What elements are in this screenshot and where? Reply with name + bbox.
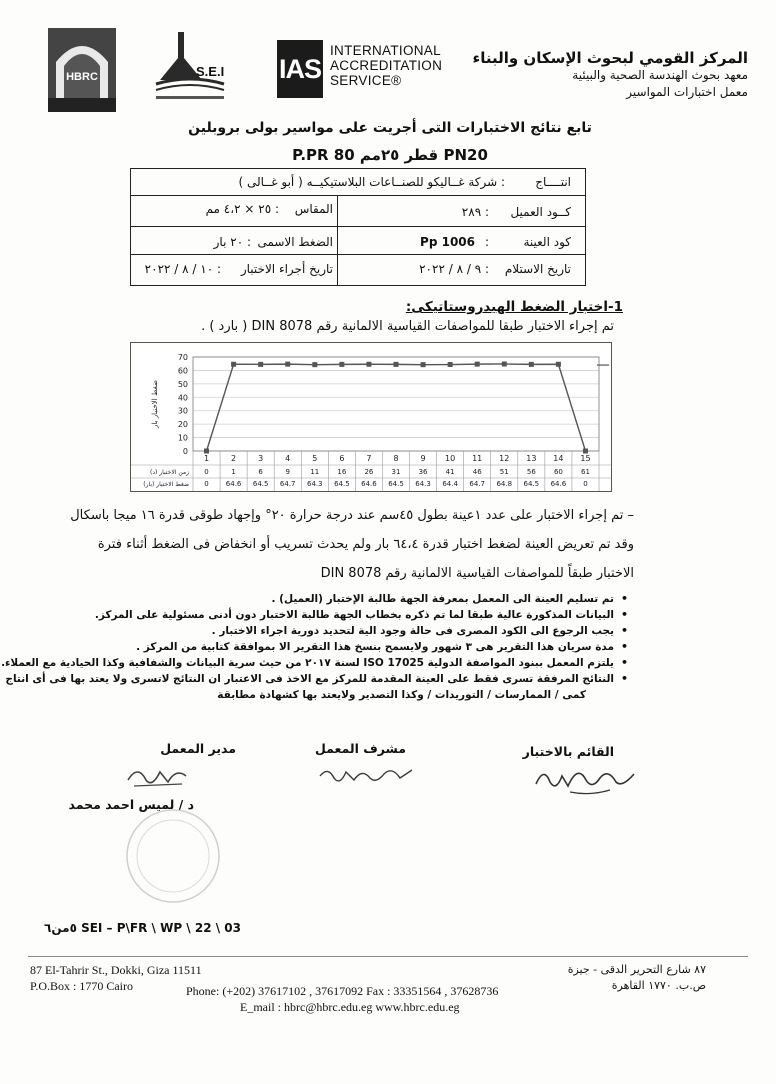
x-tick-label: 14 xyxy=(553,454,564,463)
pressure-label: الضغط الاسمى xyxy=(257,235,333,249)
plot-area xyxy=(193,357,599,451)
note-item: • مدة سريان هذا التقرير هى ٣ شهور ولايسمح بنسخ هذا التقرير الا بموافقة كتابية من المركز . xyxy=(66,639,626,655)
client-code-label: كــود العميل xyxy=(510,205,571,219)
note-item: • النتائج المرفقة تسرى فقط على العينة المقدمة للمركز مع الاخذ فى الاعتبار ان النتائج لاتسرى ولا يعتد بها فى أى انتاج xyxy=(66,671,626,687)
manager-name: د / لميس احمد محمد xyxy=(68,797,194,812)
footer-address xyxy=(30,962,202,994)
address-ar-pobox: ص.ب. ١٧٧٠ القاهرة xyxy=(611,979,706,992)
table-cell: 41 xyxy=(445,468,455,476)
sei-logo-text: S.E.I xyxy=(196,64,225,79)
table-cell: 64.7 xyxy=(469,480,485,488)
y-axis-label: ضغط الاختبار بار xyxy=(151,380,159,428)
table-cell: 64.6 xyxy=(361,480,377,488)
ias-line-2: ACCREDITATION xyxy=(330,58,443,73)
data-point xyxy=(475,362,480,367)
x-tick-label: 5 xyxy=(312,454,318,463)
x-tick-label: 1 xyxy=(203,454,210,463)
ias-logo-text xyxy=(330,43,442,88)
table-cell: 64.6 xyxy=(550,480,567,488)
table-cell: 31 xyxy=(391,468,401,476)
official-stamp xyxy=(118,806,228,910)
data-point xyxy=(285,362,290,367)
data-point xyxy=(366,362,371,367)
footer-email: E_mail : hbrc@hbrc.edu.eg www.hbrc.edu.eg xyxy=(240,1000,460,1014)
table-cell: 64.5 xyxy=(252,480,269,488)
table-cell: 64.5 xyxy=(334,480,350,488)
table-cell: 64.5 xyxy=(523,480,540,488)
table-cell: 16 xyxy=(337,468,347,476)
x-tick-label: 11 xyxy=(472,454,483,463)
table-cell: 51 xyxy=(499,468,509,476)
product-label: انتــــاج xyxy=(535,175,571,189)
table-cell: 61 xyxy=(581,468,590,476)
table-cell: 64.8 xyxy=(496,480,513,488)
footer-phone: Phone: (+202) 37617102 , 37617092 Fax : 33351564 , 37628736 xyxy=(186,984,499,998)
note-item-continuation: كمى / الممارسات / التوريدات / وكذا التصدير ولايعتد بها كشهادة مطابقة xyxy=(217,689,586,701)
address-pobox: P.O.Box : 1770 Cairo xyxy=(30,979,134,993)
x-tick-label: 9 xyxy=(420,454,426,463)
note-item: • تم تسليم العينة الى المعمل بمعرفة الجهة طالبة الإختبار (العميل) . xyxy=(66,591,626,607)
data-point xyxy=(258,362,263,367)
table-cell: 60 xyxy=(553,468,563,476)
y-tick-label: 70 xyxy=(177,353,188,362)
table-cell: 64.6 xyxy=(225,480,242,488)
table-cell: 64.7 xyxy=(279,480,296,488)
section-standard: تم إجراء الاختبار طبقا للمواصفات القياسية الالمانية رقم DIN 8078 ( بارد ) . xyxy=(201,319,614,334)
x-tick-label: 15 xyxy=(580,454,591,463)
data-point xyxy=(339,362,344,367)
ias-line-3: SERVICE® xyxy=(330,73,402,88)
table-cell: 64.3 xyxy=(307,480,323,488)
size-label: المقاس xyxy=(294,202,333,216)
y-tick-label: 50 xyxy=(177,379,188,389)
data-point xyxy=(583,449,588,454)
data-point xyxy=(312,362,317,367)
report-title: تابع نتائج الاختبارات التى أجريت على مواسير بولى بروبلين xyxy=(188,120,592,136)
client-code-value: : ٢٨٩ xyxy=(461,205,489,219)
notes-list xyxy=(1,591,626,703)
sei-logo xyxy=(150,30,230,108)
footer-divider xyxy=(28,956,748,957)
table-cell: 56 xyxy=(526,468,536,476)
data-point xyxy=(394,362,399,367)
test-date-label: تاريخ أجراء الاختبار xyxy=(240,262,333,276)
data-point xyxy=(448,362,453,367)
table-cell: 9 xyxy=(285,468,290,476)
hbrc-logo xyxy=(48,28,116,112)
receipt-date-value: : ٩ / ٨ / ٢٠٢٢ xyxy=(419,262,489,276)
y-tick-label: 30 xyxy=(177,406,188,416)
x-tick-label: 3 xyxy=(258,454,264,463)
page-number: ٥من٦ xyxy=(44,921,77,935)
table-row-label: ضغط الاختبار (بار) xyxy=(143,481,189,488)
x-tick-label: 12 xyxy=(499,454,510,463)
data-point xyxy=(502,361,507,366)
pressure-chart xyxy=(130,342,612,492)
sample-code-value: Pp 1006 xyxy=(420,235,475,249)
y-tick-label: 60 xyxy=(177,366,188,376)
receipt-date-label: تاريخ الاستلام xyxy=(504,262,571,276)
ias-line-1: INTERNATIONAL xyxy=(330,43,441,58)
body-paragraph-1: – تم إجراء الاختبار على عدد ١عينة بطول ٤٥سم عند درجة حرارة ٢٠° وإجهاد طوقى قدرة ١٦ ميجا باسكال xyxy=(70,508,634,523)
sample-code-label: كود العينة xyxy=(523,235,571,249)
tester-title: القائم بالاختبار xyxy=(522,744,614,759)
x-tick-label: 13 xyxy=(526,454,537,463)
supervisor-title: مشرف المعمل xyxy=(314,741,406,756)
table-cell: 0 xyxy=(583,480,588,488)
address-street: 87 El-Tahrir St., Dokki, Giza 11511 xyxy=(30,963,202,977)
table-cell: 11 xyxy=(310,468,320,476)
note-item: • البيانات المذكورة عالية طبقا لما تم ذكره بخطاب الجهة طالبة الاختبار دون أدنى مسئولية على المركز. xyxy=(66,607,626,623)
data-point xyxy=(421,362,426,367)
lab-name: معمل اختبارات المواسير xyxy=(626,85,748,99)
data-point xyxy=(556,362,561,367)
x-tick-label: 2 xyxy=(231,454,237,463)
hbrc-logo-text: HBRC xyxy=(66,71,98,83)
data-point xyxy=(204,449,209,454)
manager-title: مدير المعمل xyxy=(160,741,236,756)
note-item: • يلتزم المعمل ببنود المواصفة الدولية ISO 17025 لسنة ٢٠١٧ من حيث سرية البيانات والشفافية وكذا الحيادية مع العملاء. xyxy=(66,655,626,671)
manager-signature xyxy=(124,760,194,794)
data-point xyxy=(529,362,534,367)
form-code: SEI – P\FR \ WP \ 22 \ 03 xyxy=(81,921,241,935)
footer-address-ar xyxy=(568,962,706,994)
supervisor-signature xyxy=(316,758,416,792)
document-reference xyxy=(44,921,241,935)
note-item: • يجب الرجوع الى الكود المصرى فى حالة وجود الية لتحديد دورية اجراء الاختبار . xyxy=(66,623,626,639)
y-tick-label: 10 xyxy=(177,433,188,443)
table-cell: 36 xyxy=(418,468,428,476)
ias-logo: IAS xyxy=(277,40,323,98)
size-value: : ٢٥ × ٤،٢ مم xyxy=(205,202,279,216)
x-tick-label: 10 xyxy=(445,454,456,463)
table-cell: 64.5 xyxy=(388,480,404,488)
section-title: 1-اختبار الضغط الهيدروستاتيكى: xyxy=(405,299,623,315)
tester-signature xyxy=(530,758,640,802)
table-cell: 64.3 xyxy=(415,480,431,488)
table-cell: 46 xyxy=(472,468,482,476)
x-tick-label: 7 xyxy=(366,454,372,463)
data-point xyxy=(231,362,236,367)
y-tick-label: 0 xyxy=(182,447,188,456)
table-cell: 26 xyxy=(364,468,374,476)
x-tick-label: 6 xyxy=(339,454,345,463)
test-date-value: : ١٠ / ٨ / ٢٠٢٢ xyxy=(144,262,221,276)
pressure-chart-svg xyxy=(131,343,611,491)
org-header xyxy=(473,50,748,101)
y-tick-label: 40 xyxy=(177,393,188,403)
table-row-label: زمن الاختبار (د) xyxy=(150,469,189,476)
table-cell: 1 xyxy=(231,468,236,476)
body-paragraph-2: وقد تم تعريض العينة لضغط اختبار قدرة ٦٤،٤ بار ولم يحدث تسريب أو انخفاض فى الضغط أثناء فترة xyxy=(97,537,634,552)
table-cell: 6 xyxy=(258,468,263,476)
x-tick-label: 4 xyxy=(285,454,291,463)
institute-name: معهد بحوث الهندسة الصحية والبيئية xyxy=(572,68,748,82)
table-cell: 0 xyxy=(204,480,209,488)
sample-code-colon: : xyxy=(484,235,489,249)
table-cell: 0 xyxy=(204,468,209,476)
product-value: : شركة غــاليكو للصنــاعات البلاستيكيــه ( أبو غــالى ) xyxy=(238,175,505,189)
org-name: المركز القومي لبحوث الإسكان والبناء xyxy=(472,49,748,67)
pressure-value: : ٢٠ بار xyxy=(213,235,251,249)
sample-info-table xyxy=(130,168,586,286)
body-paragraph-3: الاختبار طبقاً للمواصفات القياسية الالمانية رقم DIN 8078 xyxy=(320,566,634,581)
x-tick-label: 8 xyxy=(393,454,399,463)
address-ar-street: ٨٧ شارع التحرير الدقى - جيزة xyxy=(567,963,706,976)
table-cell: 64.4 xyxy=(442,480,458,488)
product-spec: P.PR 80 قطر ٢٥مم PN20 xyxy=(292,146,488,164)
y-tick-label: 20 xyxy=(177,420,188,430)
